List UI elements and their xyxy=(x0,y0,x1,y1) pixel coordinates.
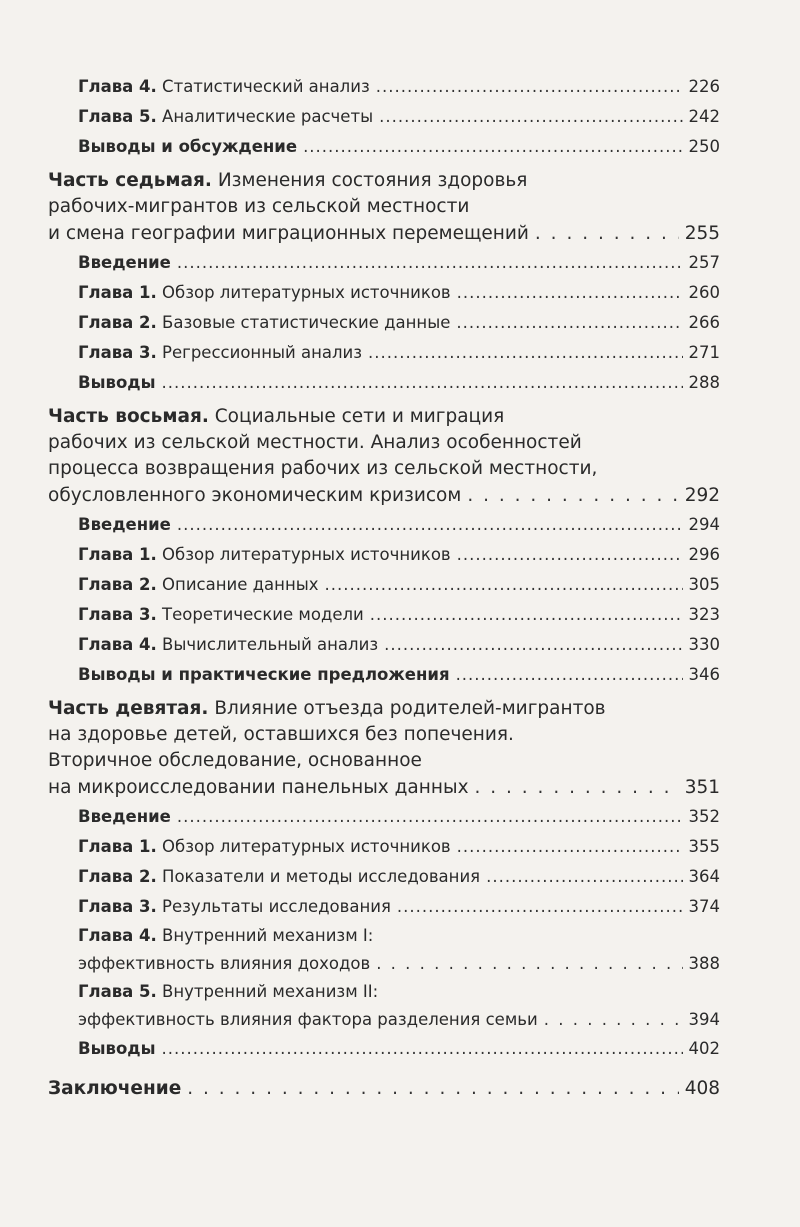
toc-part-eight xyxy=(48,404,720,510)
leader-dots xyxy=(457,832,683,862)
page-number: 330 xyxy=(688,635,720,654)
toc-entry xyxy=(48,102,720,132)
leader-dots xyxy=(177,248,683,278)
page-number: 242 xyxy=(688,107,720,126)
toc-top-group xyxy=(48,72,720,162)
leader-dots xyxy=(177,802,683,832)
toc-part-nine-items xyxy=(48,802,720,1064)
leader-dots xyxy=(456,660,683,690)
page-number: 288 xyxy=(688,373,720,392)
leader-dots xyxy=(303,132,682,162)
part-heading-line: процесса возвращения рабочих из сельской местности, xyxy=(48,458,598,479)
page-number: 271 xyxy=(688,343,720,362)
page-number: 260 xyxy=(688,283,720,302)
toc-entry: Введение ..... 294 xyxy=(48,510,720,540)
part-label: Часть девятая. xyxy=(48,698,209,719)
toc-entry: Выводы ..... 288 xyxy=(48,368,720,398)
part-heading-line: Часть седьмая. Изменения состояния здоровья xyxy=(48,170,528,191)
toc-entry xyxy=(48,132,720,162)
page-number: 388 xyxy=(688,954,720,973)
toc-entry: Глава 1. Обзор литературных источников ..... 260 xyxy=(48,278,720,308)
leader-dots xyxy=(187,1074,678,1104)
toc-entry: Глава 1. Обзор литературных источников ..... 296 xyxy=(48,540,720,570)
leader-dots xyxy=(384,630,682,660)
toc-entry: Глава 1. Обзор литературных источников ..... 355 xyxy=(48,832,720,862)
page-number: 305 xyxy=(688,575,720,594)
leader-dots xyxy=(457,540,683,570)
part-heading-line: рабочих из сельской местности. Анализ особенностей xyxy=(48,432,582,453)
part-heading-last-line: на микроисследовании панельных данных . . . 351 xyxy=(48,774,720,802)
page-number: 355 xyxy=(688,837,720,856)
page-number: 351 xyxy=(684,777,720,798)
toc-entry: Глава 4. Вычислительный анализ ..... 330 xyxy=(48,630,720,660)
leader-dots xyxy=(368,338,682,368)
page-number: 257 xyxy=(688,253,720,272)
leader-dots xyxy=(486,862,682,892)
page-number: 346 xyxy=(688,665,720,684)
page-number: 394 xyxy=(688,1010,720,1029)
page-number: 292 xyxy=(684,485,720,506)
toc-part-eight-items xyxy=(48,510,720,690)
page-number: 296 xyxy=(688,545,720,564)
leader-dots xyxy=(397,892,683,922)
chapter-title: Аналитические расчеты xyxy=(156,107,374,126)
part-heading-last-line: обусловленного экономическим кризисом . . . 292 xyxy=(48,482,720,510)
leader-dots xyxy=(379,102,682,132)
toc-entry xyxy=(48,72,720,102)
page-number: 226 xyxy=(688,77,720,96)
page-number: 323 xyxy=(688,605,720,624)
toc-entry: Глава 2. Показатели и методы исследования ..... 364 xyxy=(48,862,720,892)
chapter-number: Глава 5. xyxy=(78,107,157,126)
toc-entry: Глава 3. Результаты исследования ..... 374 xyxy=(48,892,720,922)
page-number: 250 xyxy=(688,137,720,156)
toc-entry: Введение ..... 257 xyxy=(48,248,720,278)
leader-dots xyxy=(456,308,682,338)
toc-entry: Выводы и практические предложения ..... 346 xyxy=(48,660,720,690)
chapter-title: Статистический анализ xyxy=(156,77,370,96)
toc-conclusion xyxy=(48,1074,720,1104)
page-number: 294 xyxy=(688,515,720,534)
leader-dots xyxy=(376,950,682,978)
page-number: 402 xyxy=(688,1039,720,1058)
table-of-contents xyxy=(48,72,720,1104)
part-heading-last-line: и смена географии миграционных перемещений . . . 255 xyxy=(48,220,720,248)
part-heading-line: Вторичное обследование, основанное xyxy=(48,750,422,771)
part-heading-line: рабочих-мигрантов из сельской местности xyxy=(48,196,470,217)
page-number: 255 xyxy=(684,223,720,244)
page-number: 352 xyxy=(688,807,720,826)
toc-entry: Выводы ..... 402 xyxy=(48,1034,720,1064)
toc-entry: Глава 2. Описание данных ..... 305 xyxy=(48,570,720,600)
toc-part-seven xyxy=(48,168,720,248)
page-number: 364 xyxy=(688,867,720,886)
leader-dots xyxy=(535,220,679,248)
toc-entry: Глава 3. Регрессионный анализ ..... 271 xyxy=(48,338,720,368)
part-heading-line: Часть восьмая. Социальные сети и миграция xyxy=(48,406,505,427)
page-number: 408 xyxy=(684,1078,720,1099)
toc-entry: Заключение . . . 408 xyxy=(48,1074,720,1104)
toc-entry-multiline: Глава 4. Внутренний механизм I: эффективность влияния доходов . . . 388 xyxy=(48,922,720,978)
part-label: Часть седьмая. xyxy=(48,170,212,191)
toc-entry-multiline: Глава 5. Внутренний механизм II: эффективность влияния фактора разделения семьи . . . 394 xyxy=(48,978,720,1034)
toc-part-seven-items xyxy=(48,248,720,398)
chapter-number: Выводы и обсуждение xyxy=(78,137,298,156)
toc-entry: Глава 2. Базовые статистические данные ..... 266 xyxy=(48,308,720,338)
leader-dots xyxy=(467,482,678,510)
toc-entry: Глава 3. Теоретические модели ..... 323 xyxy=(48,600,720,630)
toc-entry: Введение ..... 352 xyxy=(48,802,720,832)
page-number: 374 xyxy=(688,897,720,916)
leader-dots xyxy=(162,368,683,398)
part-label: Часть восьмая. xyxy=(48,406,209,427)
leader-dots xyxy=(177,510,683,540)
leader-dots xyxy=(376,72,683,102)
leader-dots xyxy=(544,1006,683,1034)
leader-dots xyxy=(475,774,679,802)
chapter-number: Глава 4. xyxy=(78,77,157,96)
page-number: 266 xyxy=(688,313,720,332)
leader-dots xyxy=(370,600,683,630)
leader-dots xyxy=(162,1034,683,1064)
leader-dots xyxy=(457,278,683,308)
part-heading-line: на здоровье детей, оставшихся без попечения. xyxy=(48,724,514,745)
part-heading-line: Часть девятая. Влияние отъезда родителей-мигрантов xyxy=(48,698,606,719)
toc-part-nine xyxy=(48,696,720,802)
leader-dots xyxy=(325,570,683,600)
